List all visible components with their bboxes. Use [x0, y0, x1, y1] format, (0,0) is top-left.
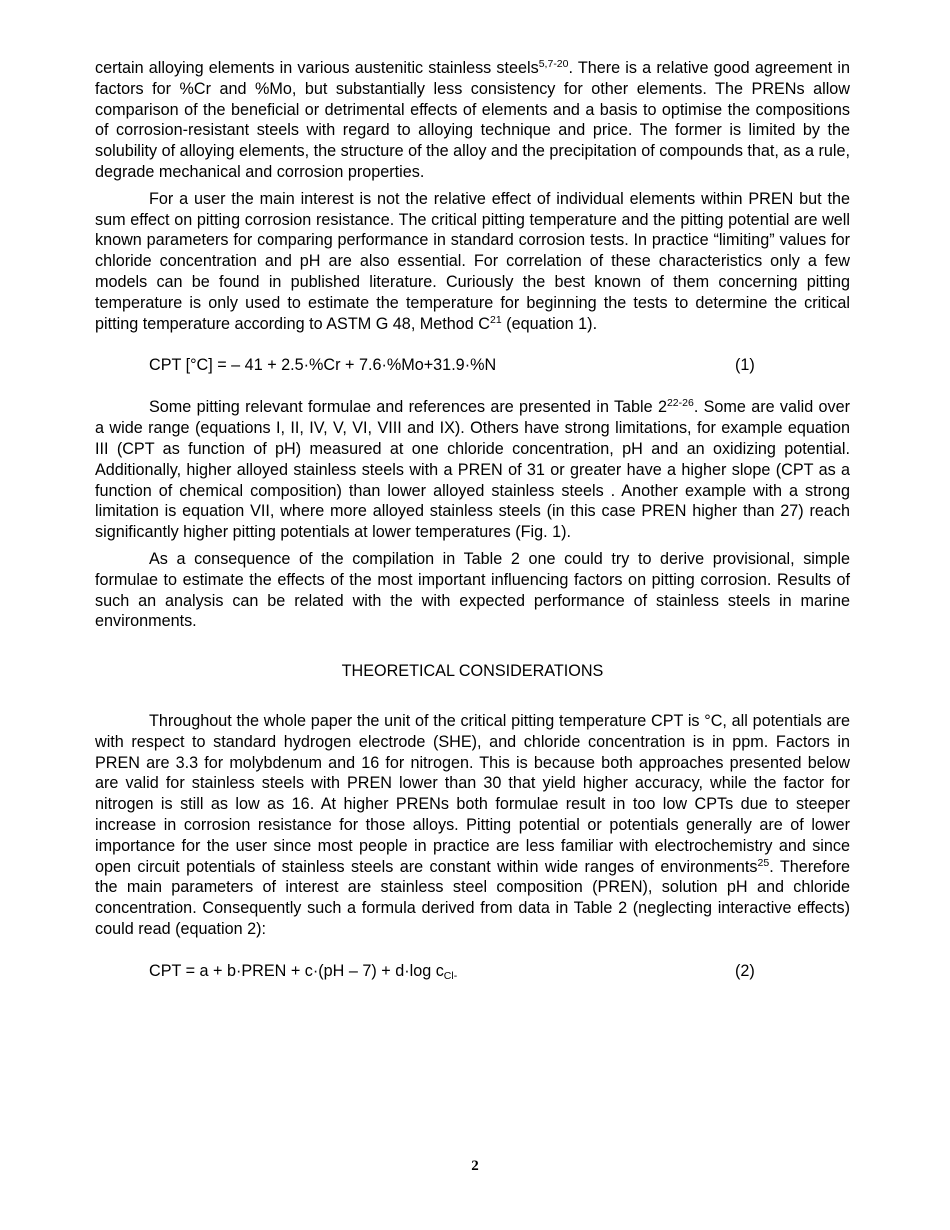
citation-superscript: 5,7-20	[538, 58, 569, 70]
equation-2-number: (2)	[735, 961, 755, 980]
citation-superscript: 21	[490, 313, 502, 326]
equation-2	[95, 961, 850, 982]
paper-body	[95, 58, 850, 982]
paragraph-consequence: As a consequence of the compilation in Table 2 one could try to derive provisional, simple formulae to estimate the effects of the most important influencing factors on pitting corrosion. Results of such an analysis can be related with the with expected performance of stainless steels in marine environments.	[95, 549, 850, 631]
paragraph-pitting-formulae: Some pitting relevant formulae and references are presented in Table 2$^{22-26}$. Some are valid over a wide range (equations I, II, IV, V, VI, VIII and IX). Others have strong limitations, for example equation III (CPT as function of pH) measured at one chloride concentration, pH and an oxidizing potential. Additionally, higher alloyed stainless steels with a PREN of 31 or greater have a higher slope (CPT as a function of chemical composition) than lower alloyed stainless steels . Another example with a strong limitation is equation VII, where more alloyed stainless steels (in this case PREN higher than 27) reach significantly higher pitting potentials at lower temperatures (Fig. 1).	[95, 397, 850, 542]
equation-1-text: CPT [°C] = – 41 + 2.5·%Cr + 7.6·%Mo+31.9·%N	[149, 356, 497, 375]
page-number: 2	[471, 1158, 479, 1174]
equation-1	[95, 355, 850, 376]
paragraph-user-interest: For a user the main interest is not the relative effect of individual elements within PREN but the sum effect on pitting corrosion resistance. The critical pitting temperature and the pitting potential are well known parameters for comparing performance in standard corrosion tests. In practice “limiting” values for chloride concentration and pH are also essential. For correlation of these characteristics only a few models can be found in published literature. Curiously the best known of them concerning pitting temperature is only used to estimate the temperature for beginning the tests to determine the critical pitting temperature according to ASTM G 48, Method $C^{21}$ (equation 1).	[95, 189, 850, 333]
equation-2-text: CPT = a + b·PREN + c·(pH – 7) + d·log c	[149, 961, 444, 980]
section-heading: THEORETICAL CONSIDERATIONS	[341, 662, 604, 681]
citation-superscript: 25	[757, 856, 770, 869]
chloride-subscript: Cl-	[443, 969, 458, 982]
equation-1-number: (1)	[735, 356, 755, 375]
citation-superscript: 22-26	[666, 397, 694, 410]
paragraph-alloying-elements: certain alloying elements in various austenitic stainless steels$^{5,7-20}$. There is a relative good agreement in factors for %Cr and %Mo, but substantially less consistency for other elements. The PRENs allow comparison of the beneficial or detrimental effects of elements and a basis to optimise the compositions of corrosion-resistant steels with regard to alloying technique and price. The former is limited by the solubility of alloying elements, the structure of the alloy and the precipitation of compounds that, as a rule, degrade mechanical and corrosion properties.	[95, 58, 850, 181]
paragraph-theoretical: Throughout the whole paper the unit of the critical pitting temperature CPT is °C, all potentials are with respect to standard hydrogen electrode (SHE), and chloride concentration is in ppm. Factors in PREN are 3.3 for molybdenum and 16 for nitrogen. This is because both approaches presented below are valid for stainless steels with PREN lower than 30 that yield higher accuracy, while the factor for nitrogen is still as low as 16. At higher PRENs both formulae result in too low CPTs due to steeper increase in corrosion resistance for those alloys. Pitting potential or potentials generally are of lower importance for the user since most people in practice are less familiar with electrochemistry and since open circuit potentials of stainless steels are constant within wide ranges of environments$^{25}$. Therefore the main parameters of interest are stainless steel composition (PREN), solution pH and chloride concentration. Consequently such a formula derived from data in Table 2 (neglecting interactive effects) could read (equation 2):	[95, 711, 850, 938]
